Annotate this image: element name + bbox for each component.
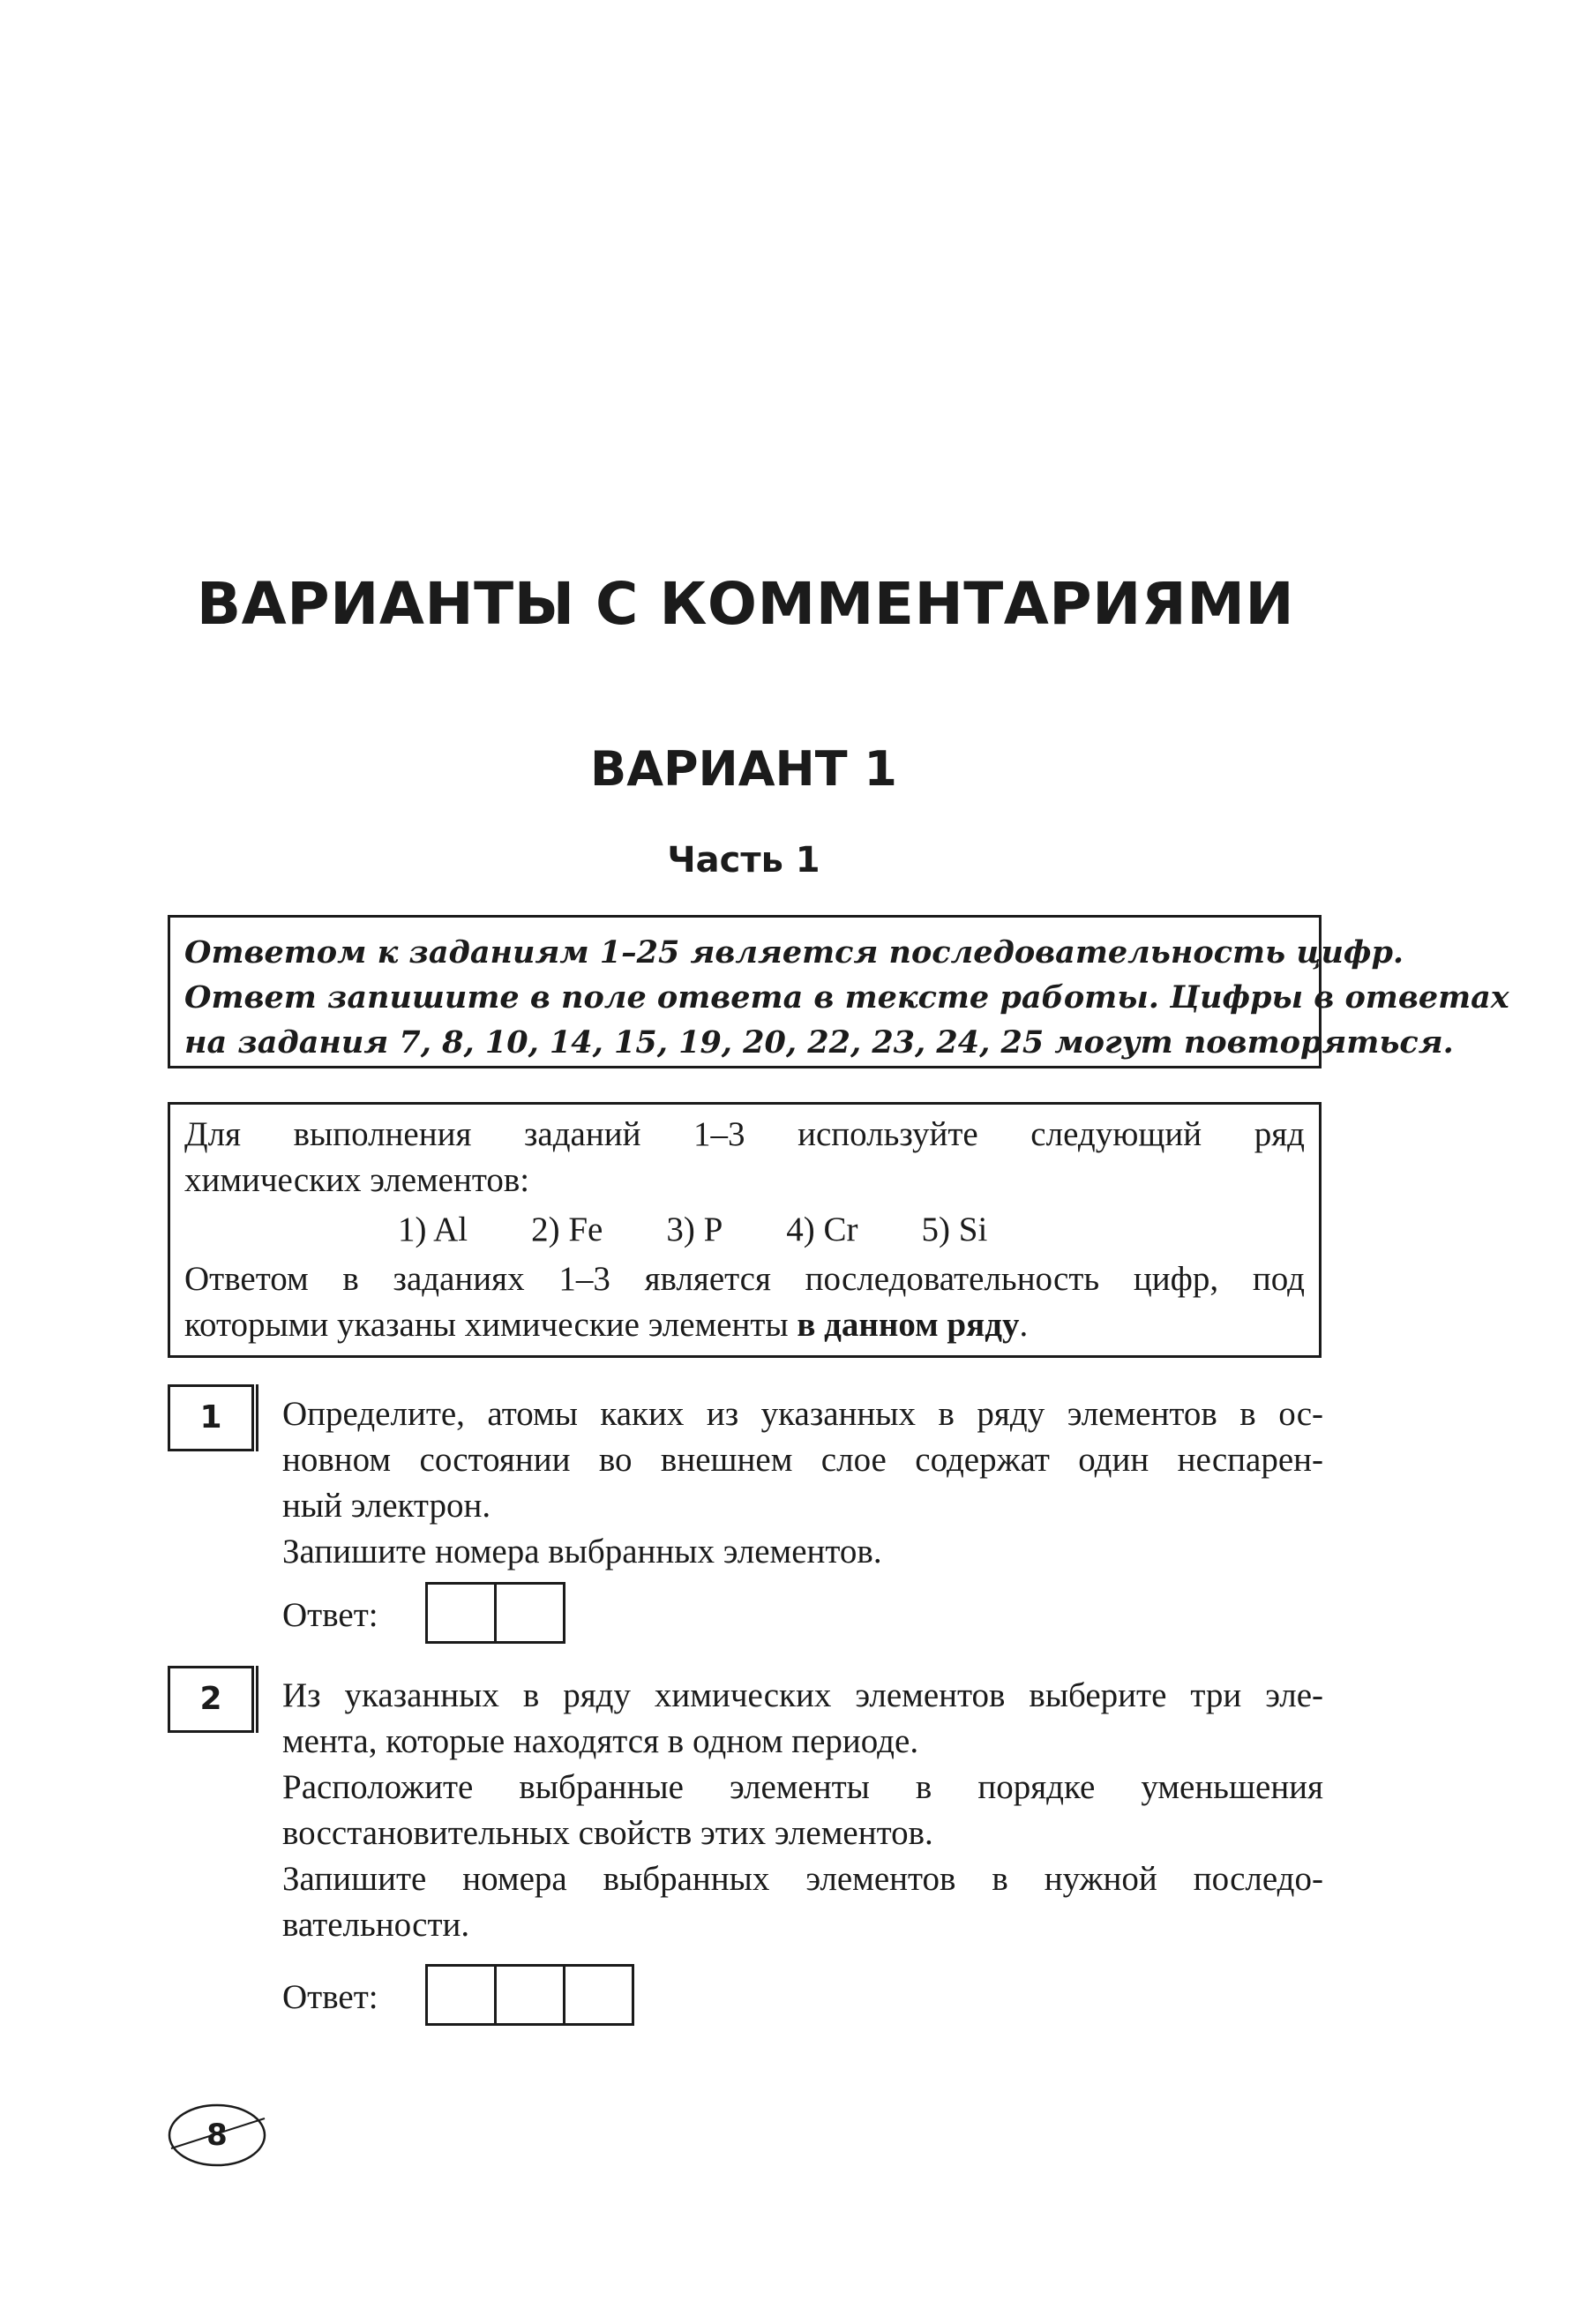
element-item: 1) Al	[398, 1211, 468, 1248]
instructions-line: Ответ запишите в поле ответа в тексте работы. Цифры в ответах	[184, 979, 1509, 1016]
task-body	[282, 1391, 1323, 1646]
task-text-line: ный электрон.	[282, 1487, 491, 1525]
page-number-badge	[168, 2103, 266, 2168]
task-number-box: 1	[168, 1384, 254, 1451]
element-item: 2) Fe	[531, 1211, 603, 1248]
task-text-line: Из указанных в ряду химических элементов выберите три эле-	[282, 1676, 1323, 1714]
variant-title: ВАРИАНТ 1	[590, 741, 897, 797]
instructions-line: Ответом к заданиям 1–25 является последовательность цифр.	[184, 934, 1404, 971]
task-divider	[256, 1666, 258, 1733]
info-outro-text: которыми указаны химические элементы	[184, 1306, 798, 1344]
info-intro-line: Для выполнения заданий 1–3 используйте следующий ряд	[184, 1115, 1305, 1153]
element-item: 4) Cr	[786, 1211, 858, 1248]
answer-row	[282, 1582, 1323, 1646]
info-outro-bold: в данном ряду	[797, 1306, 1020, 1344]
task-number-box: 2	[168, 1666, 254, 1733]
task-text-line: Определите, атомы каких из указанных в ряду элементов в ос-	[282, 1395, 1323, 1433]
answer-cell[interactable]	[497, 1585, 563, 1641]
task-text-line: Запишите номера выбранных элементов.	[282, 1533, 882, 1571]
element-item: 3) P	[666, 1211, 723, 1248]
task-2	[168, 1666, 1323, 2036]
answer-cell[interactable]	[428, 1585, 497, 1641]
answer-label: Ответ:	[282, 1596, 378, 1634]
info-outro-line: Ответом в заданиях 1–3 является последовательность цифр, под	[184, 1260, 1305, 1298]
answer-row	[282, 1964, 1323, 2028]
part-title: Часть 1	[667, 840, 820, 881]
answer-cell[interactable]	[565, 1967, 632, 2023]
elements-info-box	[168, 1102, 1322, 1358]
task-text-line: новном состоянии во внешнем слое содержат один неспарен-	[282, 1441, 1323, 1479]
answer-cell[interactable]	[428, 1967, 497, 2023]
info-outro-line	[184, 1302, 1305, 1348]
main-title: ВАРИАНТЫ С КОММЕНТАРИЯМИ	[196, 570, 1295, 638]
answer-field[interactable]	[425, 1582, 565, 1644]
task-1	[168, 1384, 1323, 1649]
task-text-line: Расположите выбранные элементы в порядке уменьшения	[282, 1768, 1323, 1806]
task-text-line: мента, которые находятся в одном периоде.	[282, 1722, 919, 1760]
instructions-box	[168, 915, 1509, 1068]
task-text-line: Запишите номера выбранных элементов в нужной последо-	[282, 1860, 1323, 1898]
answer-cell[interactable]	[497, 1967, 565, 2023]
page-number: 8	[206, 2118, 228, 2153]
instructions-line: на задания 7, 8, 10, 14, 15, 19, 20, 22, 23, 24, 25 могут повторяться.	[184, 1024, 1454, 1061]
info-intro-line: химических элементов:	[184, 1161, 530, 1199]
answer-field[interactable]	[425, 1964, 634, 2026]
elements-row	[184, 1207, 1305, 1253]
task-text-line: вательности.	[282, 1906, 470, 1944]
answer-label: Ответ:	[282, 1978, 378, 2016]
task-text-line: восстановительных свойств этих элементов.	[282, 1814, 933, 1852]
task-divider	[256, 1384, 258, 1451]
element-item: 5) Si	[921, 1211, 988, 1248]
info-outro-suffix: .	[1019, 1306, 1029, 1344]
task-body	[282, 1673, 1323, 2028]
